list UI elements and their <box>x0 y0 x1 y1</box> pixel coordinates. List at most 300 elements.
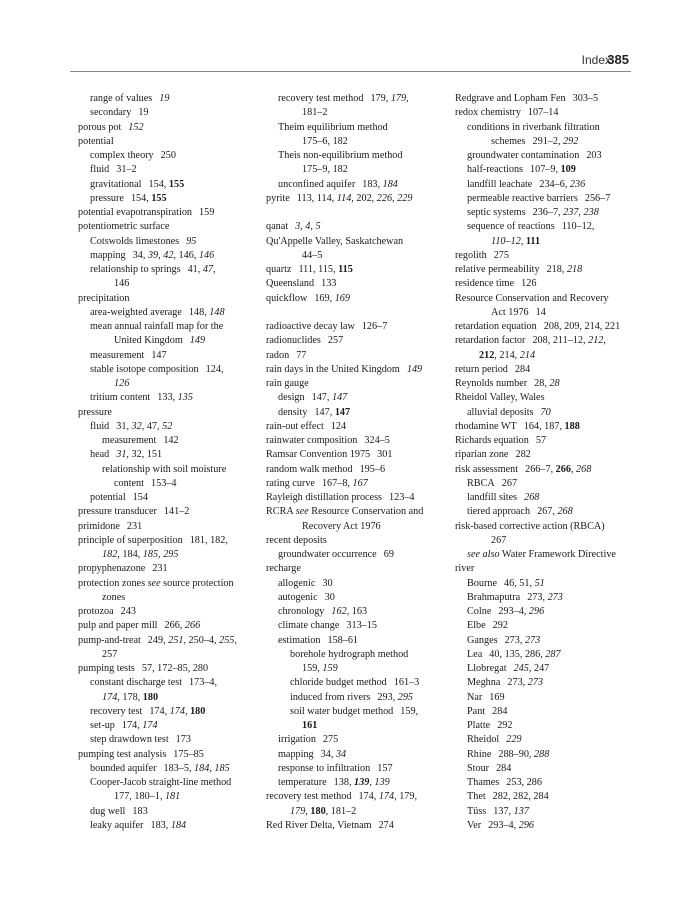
index-pages <box>328 335 343 346</box>
index-term: mapping <box>90 249 126 261</box>
index-term: mean annual rainfall map for the <box>90 321 224 332</box>
index-entry <box>266 334 452 348</box>
index-entry <box>455 577 635 591</box>
index-entry <box>78 520 258 534</box>
index-spacer <box>266 206 452 220</box>
page-ref: 249, <box>147 634 169 646</box>
index-term: rainwater composition <box>266 435 358 446</box>
index-entry <box>455 292 635 306</box>
index-pages <box>296 350 306 361</box>
index-term: retardation equation <box>455 321 537 332</box>
page-ref: 147 <box>151 349 167 361</box>
index-pages <box>161 150 176 161</box>
index-entry <box>266 505 452 519</box>
index-entry <box>455 562 635 576</box>
index-pages <box>322 578 332 589</box>
index-entry <box>78 334 258 348</box>
index-pages <box>536 435 546 446</box>
index-term: allogenic <box>278 577 316 589</box>
index-term: potential <box>78 135 114 147</box>
index-column-1 <box>78 92 258 833</box>
index-pages <box>128 122 143 133</box>
index-entry <box>455 220 635 234</box>
index-entry <box>266 634 452 648</box>
page-ref: 174 <box>102 691 118 703</box>
index-term: chloride budget method <box>290 677 387 689</box>
page-ref: 180 <box>142 691 159 703</box>
index-term: permeable reactive barriers <box>467 192 578 204</box>
index-entry <box>78 805 258 819</box>
index-term: Rayleigh distillation process <box>266 492 383 503</box>
index-entry <box>266 662 452 676</box>
index-pages <box>102 649 117 660</box>
index-term: Llobregat <box>467 663 507 674</box>
index-entry <box>78 121 258 135</box>
index-pages <box>489 649 560 660</box>
index-entry <box>455 776 635 790</box>
index-entry <box>78 106 258 120</box>
index-term: Pant <box>467 705 486 717</box>
page-ref: 147 <box>331 392 348 404</box>
page-ref: 157 <box>377 762 393 774</box>
page-ref: 288–90, <box>498 748 534 760</box>
index-pages <box>133 250 215 261</box>
index-entry <box>455 377 635 391</box>
page-ref: 181–2 <box>302 107 328 119</box>
index-pages <box>163 763 229 774</box>
page-ref: 152 <box>128 121 144 133</box>
page-ref: 208, 211–12, <box>532 335 589 347</box>
index-pages <box>116 449 162 460</box>
page-ref: 250 <box>160 150 176 161</box>
index-pages <box>334 777 390 788</box>
index-entry <box>266 406 452 420</box>
page-ref: 110–12 <box>491 235 521 247</box>
index-term: quartz <box>266 264 292 275</box>
index-entry <box>266 463 452 477</box>
index-term: primidone <box>78 520 120 532</box>
page-ref: 174 <box>378 791 395 803</box>
index-term: Queensland <box>266 278 315 290</box>
index-term: borehole hydrograph method <box>290 648 409 660</box>
index-pages <box>498 749 549 760</box>
index-pages <box>188 264 216 275</box>
index-term: constant discharge test <box>90 677 183 689</box>
index-term: tiered approach <box>467 506 531 518</box>
index-term: relationship to springs <box>90 264 181 275</box>
page-ref: 237 <box>563 207 579 218</box>
page-ref: , 178, <box>117 691 143 703</box>
page-ref: , <box>209 762 215 774</box>
page-ref: source protection <box>160 577 234 589</box>
index-term: design <box>278 392 305 404</box>
page-ref: 159 <box>322 663 338 674</box>
index-term: response to infiltration <box>278 762 371 774</box>
index-term: precipitation <box>78 292 130 304</box>
index-entry <box>455 548 635 562</box>
index-entry <box>455 277 635 291</box>
index-term: Meghna <box>467 677 501 689</box>
index-pages <box>506 734 521 745</box>
index-entry <box>266 377 452 391</box>
index-entry <box>78 448 258 462</box>
page-ref: 218, <box>546 264 567 275</box>
page-ref: 139 <box>374 777 390 788</box>
index-entry <box>266 178 452 192</box>
index-entry <box>78 662 258 676</box>
index-entry <box>266 92 452 106</box>
index-pages <box>377 449 392 460</box>
page-ref: 34, <box>320 748 336 760</box>
index-pages <box>206 364 224 375</box>
page-ref: 95 <box>186 235 197 247</box>
page-ref: , 179, <box>394 791 418 803</box>
index-pages <box>379 820 394 831</box>
page-ref: 159, <box>400 705 419 717</box>
index-pages <box>491 236 540 247</box>
page-ref: , 32, 151 <box>126 449 163 461</box>
page-ref: 231 <box>152 563 168 575</box>
index-pages <box>528 107 559 118</box>
index-term: risk-based corrective action (RBCA) <box>455 520 605 532</box>
index-pages <box>116 421 172 432</box>
index-pages <box>537 506 573 517</box>
page-ref: 284 <box>496 762 512 774</box>
page-ref: 4 <box>305 221 311 233</box>
index-pages <box>489 692 504 703</box>
page-ref: 292 <box>563 135 579 147</box>
index-term: pulp and paper mill <box>78 620 158 632</box>
index-entry <box>78 819 258 833</box>
index-term: zones <box>102 591 126 603</box>
index-entry <box>455 648 635 662</box>
index-entry <box>78 762 258 776</box>
index-entry <box>266 106 452 120</box>
page-ref: 51 <box>534 577 545 589</box>
index-pages <box>122 720 158 731</box>
index-term: half-reactions <box>467 164 524 176</box>
page-ref: 113, 114, <box>296 192 337 204</box>
page-ref: 138, <box>333 777 355 788</box>
page-ref: 229 <box>506 734 522 746</box>
index-pages <box>327 635 358 646</box>
index-term: potential <box>90 492 126 503</box>
index-entry <box>266 691 452 705</box>
index-term: chronology <box>278 606 325 617</box>
index-pages <box>142 663 208 674</box>
index-entry <box>455 591 635 605</box>
index-term: rain gauge <box>266 378 309 389</box>
index-entry <box>78 349 258 363</box>
page-ref: 275 <box>322 734 339 746</box>
index-pages <box>370 93 408 104</box>
index-pages <box>114 791 180 802</box>
index-pages <box>360 464 385 475</box>
page-ref: 41, <box>187 264 203 275</box>
page-ref: , <box>369 777 375 788</box>
index-pages <box>346 620 377 631</box>
page-ref: 268 <box>557 506 573 518</box>
index-term: RBCA <box>467 477 495 489</box>
index-entry <box>455 149 635 163</box>
index-pages <box>314 293 350 304</box>
index-entry <box>455 634 635 648</box>
index-term: Theis non-equilibrium method <box>278 150 403 161</box>
page-ref: 203 <box>586 150 602 161</box>
index-entry <box>78 249 258 263</box>
page-ref: see <box>295 506 309 518</box>
index-term: landfill leachate <box>467 178 533 190</box>
index-term: principle of superposition <box>78 534 183 546</box>
header-title: Index <box>581 53 611 67</box>
page-ref: 287 <box>545 648 561 660</box>
index-pages <box>302 107 327 118</box>
page-ref: 303–5 <box>572 93 599 104</box>
index-spacer <box>266 306 452 320</box>
index-column-3 <box>455 92 635 833</box>
index-term: pyrite <box>266 192 290 204</box>
index-entry <box>78 192 258 206</box>
index-entry <box>455 790 635 804</box>
index-pages <box>114 378 129 389</box>
page-ref: 324–5 <box>364 435 390 446</box>
index-entry <box>266 121 452 135</box>
index-entry <box>78 92 258 106</box>
index-pages <box>534 378 559 389</box>
index-pages <box>532 335 605 346</box>
page-ref: 158–61 <box>327 634 359 646</box>
page-ref: 284 <box>492 705 508 717</box>
page-ref: 183–5, <box>163 762 195 774</box>
page-ref: 229 <box>397 192 413 204</box>
page-ref: 296 <box>518 819 534 831</box>
page-ref: 32 <box>131 420 142 432</box>
index-entry <box>266 577 452 591</box>
page-ref: , 184, <box>117 549 143 560</box>
page-ref: 293–4, <box>488 819 519 831</box>
index-term: Recovery Act 1976 <box>302 520 381 532</box>
page-ref: 179, <box>370 93 391 104</box>
index-term: septic systems <box>467 207 526 218</box>
index-term: return period <box>455 363 508 375</box>
index-term: Qu'Appelle Valley, Saskatchewan <box>266 235 404 247</box>
index-pages <box>400 706 418 717</box>
index-entry <box>78 776 258 790</box>
page-ref: 57 <box>535 435 547 446</box>
index-term: conditions in riverbank filtration <box>467 121 600 133</box>
index-pages <box>524 492 539 503</box>
page-ref: 284 <box>514 363 531 375</box>
page-ref: 208, 209, 214, 221 <box>543 321 621 332</box>
index-entry <box>455 662 635 676</box>
page-ref: , <box>578 207 584 218</box>
page-ref: 214 <box>519 349 536 361</box>
page-ref: 174 <box>142 720 158 731</box>
page-ref: 173–4, <box>189 677 218 689</box>
index-entry <box>266 135 452 149</box>
page-ref: 44–5 <box>302 249 323 261</box>
index-term: stable isotope composition <box>90 363 199 375</box>
index-term: recent deposits <box>266 534 327 546</box>
index-term: United Kingdom <box>114 335 183 347</box>
page-ref: , <box>158 249 164 261</box>
index-entry <box>455 306 635 320</box>
page-ref: 266–7, <box>525 463 556 475</box>
page-ref: 148 <box>209 306 225 318</box>
index-entry <box>455 235 635 249</box>
index-term: relationship with soil moisture <box>102 463 227 475</box>
page-ref: 243 <box>120 606 136 617</box>
page-ref: 111 <box>525 235 541 247</box>
index-term: groundwater contamination <box>467 150 580 161</box>
page-ref: 267 <box>491 534 507 546</box>
page-ref: 107–14 <box>527 107 559 119</box>
page-ref: 137 <box>513 805 529 817</box>
page-ref: 5 <box>315 221 321 233</box>
index-pages <box>150 820 186 831</box>
index-term: Tüss <box>467 805 487 817</box>
page-ref: 183 <box>132 805 148 817</box>
page-ref: 139 <box>354 777 370 788</box>
index-pages <box>290 806 356 817</box>
page-ref: 47 <box>202 264 214 275</box>
index-column-2 <box>266 92 452 833</box>
index-entry <box>78 619 258 633</box>
index-entry <box>78 377 258 391</box>
page-ref: , <box>234 634 237 646</box>
index-entry <box>266 605 452 619</box>
page-ref: 147 <box>334 406 351 418</box>
index-entry <box>78 320 258 334</box>
index-term: protection zones <box>78 577 148 589</box>
index-pages <box>190 335 205 346</box>
index-entry <box>78 206 258 220</box>
index-entry <box>78 705 258 719</box>
page-ref: 174, <box>358 791 379 803</box>
index-term: step drawdown test <box>90 734 169 746</box>
index-term: rain-out effect <box>266 420 324 432</box>
index-term: Stour <box>467 762 490 774</box>
page-ref: 57, 172–85, 280 <box>141 663 209 674</box>
index-pages <box>132 806 147 817</box>
index-term: Reynolds number <box>455 378 528 389</box>
index-pages <box>163 435 178 446</box>
index-pages <box>302 250 322 261</box>
page-ref: 77 <box>296 349 307 361</box>
index-entry <box>266 790 452 804</box>
index-entry <box>455 733 635 747</box>
index-term: rhodamine WT <box>455 420 517 432</box>
page-ref: , <box>300 221 306 233</box>
index-entry <box>78 733 258 747</box>
index-entry <box>266 491 452 505</box>
index-pages <box>514 663 550 674</box>
index-term: residence time <box>455 278 515 290</box>
index-term: Richards equation <box>455 435 529 446</box>
page-ref: 273 <box>527 677 544 689</box>
page-ref: , 202, <box>351 192 377 204</box>
index-entry <box>266 648 452 662</box>
page-ref: 179 <box>390 93 407 104</box>
index-pages <box>297 193 413 204</box>
page-ref: 177, 180–1, <box>114 791 165 803</box>
index-entry <box>266 163 452 177</box>
index-pages <box>131 193 167 204</box>
page-ref: 133 <box>321 278 337 290</box>
index-term: potential evapotranspiration <box>78 207 193 218</box>
page-ref: 133, <box>157 392 178 404</box>
index-term: Redgrave and Lopham Fen <box>455 93 566 104</box>
page-ref: , 146, <box>173 249 199 261</box>
page-ref: 257 <box>102 648 118 660</box>
page-ref: 126–7 <box>361 321 388 332</box>
index-pages <box>190 535 228 546</box>
index-term: Theim equilibrium method <box>278 121 388 133</box>
index-pages <box>362 179 398 190</box>
page-ref: 174 <box>169 705 185 717</box>
page-ref: 155 <box>168 178 185 190</box>
index-entry <box>266 249 452 263</box>
index-term: tritium content <box>90 392 151 404</box>
index-pages <box>536 307 546 318</box>
index-term: Elbe <box>467 620 486 632</box>
index-entry <box>455 605 635 619</box>
index-entry <box>455 163 635 177</box>
index-pages <box>498 606 544 617</box>
page-ref: 3 <box>295 221 301 233</box>
index-term: Colne <box>467 606 492 617</box>
index-pages <box>493 620 508 631</box>
page-ref: 282 <box>515 449 531 461</box>
page-ref: 31–2 <box>116 164 137 176</box>
page-ref: 183, <box>150 819 171 831</box>
page-ref: 148, <box>188 306 210 318</box>
page-ref: see <box>147 577 161 589</box>
page-ref: 39 <box>147 249 159 261</box>
index-term: climate change <box>278 620 340 632</box>
index-term: Ver <box>467 819 482 831</box>
page-ref: , 163 <box>346 606 368 617</box>
index-pages <box>527 592 563 603</box>
index-term: pressure transducer <box>78 506 157 518</box>
page-ref: 175–9, 182 <box>302 164 348 176</box>
index-entry <box>266 762 452 776</box>
index-entry <box>78 292 258 306</box>
page-ref: 275 <box>493 249 509 261</box>
index-term: dug well <box>90 805 126 817</box>
index-pages <box>358 791 417 802</box>
index-term: Bourne <box>467 577 497 589</box>
index-entry <box>455 705 635 719</box>
page-ref: 124, <box>205 363 224 375</box>
page-ref: 19 <box>138 107 149 119</box>
page-ref: 267, <box>537 506 558 518</box>
index-entry <box>78 391 258 405</box>
page-ref: 291–2, <box>532 135 564 147</box>
index-term: radioactive decay law <box>266 321 355 332</box>
index-entry <box>266 363 452 377</box>
page-ref: 273, <box>527 591 548 603</box>
index-entry <box>266 705 452 719</box>
page-ref: 154, <box>130 192 152 204</box>
index-entry <box>455 819 635 833</box>
index-term: rating curve <box>266 477 315 489</box>
page-ref: 19 <box>159 93 170 104</box>
index-entry <box>455 320 635 334</box>
index-pages <box>515 364 530 375</box>
page-ref: 109 <box>560 164 576 176</box>
index-term: measurement <box>90 349 145 361</box>
